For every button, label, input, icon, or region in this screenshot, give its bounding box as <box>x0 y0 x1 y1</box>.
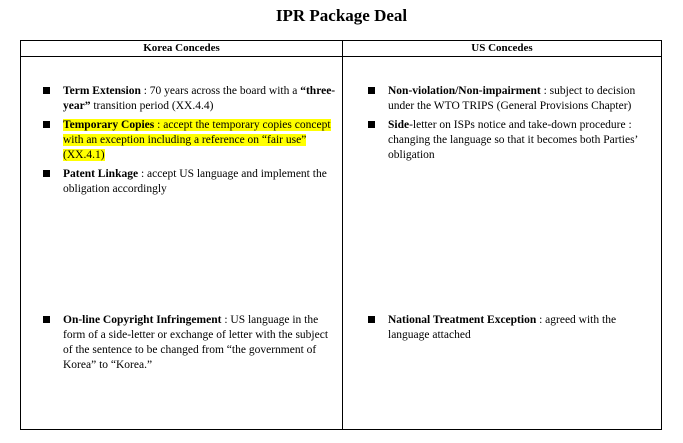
list-item <box>368 118 648 163</box>
package-table <box>20 40 662 430</box>
list-item-term: Temporary Copies <box>63 119 155 131</box>
list-item-term: Patent Linkage <box>63 168 139 180</box>
list-item-text <box>63 314 328 371</box>
list-item-detail: : subject to decision under the WTO TRIPS (General Provisions Chapter) <box>388 85 636 112</box>
list-item-term: Non-violation/Non-impairment <box>388 85 541 97</box>
list-item <box>43 84 338 114</box>
square-bullet-icon <box>368 121 375 128</box>
list-item-detail: : agreed with the language attached <box>388 314 617 341</box>
column-divider <box>342 41 343 429</box>
list-item-detail: transition period (XX.4.4) <box>90 100 214 112</box>
korea-concedes-header: Korea Concedes <box>143 42 220 54</box>
list-item-text <box>388 314 616 341</box>
list-item-text <box>63 85 335 112</box>
list-item <box>43 313 338 373</box>
list-item-text <box>388 119 638 161</box>
list-item-term: Term Extension <box>63 85 141 97</box>
list-item <box>368 84 648 114</box>
list-item-detail: : accept the temporary copies concept with an exception including a reference on “fair use” (XX.4.1) <box>63 119 331 161</box>
list-item <box>43 167 338 197</box>
square-bullet-icon <box>43 87 50 94</box>
square-bullet-icon <box>368 87 375 94</box>
list-item <box>43 118 338 163</box>
square-bullet-icon <box>368 316 375 323</box>
list-item-detail: : accept US language and implement the obligation accordingly <box>63 168 327 195</box>
header-divider <box>21 56 661 57</box>
list-item-detail: : 70 years across the board with a <box>140 85 301 97</box>
korea-top-list <box>43 84 338 197</box>
list-item-text <box>63 168 327 195</box>
list-item-text <box>388 85 635 112</box>
us-concedes-header: US Concedes <box>471 42 533 54</box>
list-item-term: National Treatment Exception <box>388 314 537 326</box>
list-item-detail: : US language in the form of a side-letter or exchange of letter with the subject of the sentence to be changed from “the government of Korea” to “Korea.” <box>63 314 329 371</box>
square-bullet-icon <box>43 170 50 177</box>
us-bottom-list <box>368 313 648 343</box>
korea-bottom-list <box>43 313 338 373</box>
list-item-detail: “three-year” <box>63 85 336 112</box>
square-bullet-icon <box>43 316 50 323</box>
page-title: IPR Package Deal <box>275 6 408 25</box>
us-top-list <box>368 84 648 163</box>
list-item-text <box>63 119 331 161</box>
list-item-term: Side <box>388 119 410 131</box>
square-bullet-icon <box>43 121 50 128</box>
list-item-detail: -letter on ISPs notice and take-down procedure : changing the language so that it becomes both Parties’ obligation <box>388 119 638 161</box>
list-item <box>368 313 648 343</box>
list-item-term: On-line Copyright Infringement <box>63 314 222 326</box>
